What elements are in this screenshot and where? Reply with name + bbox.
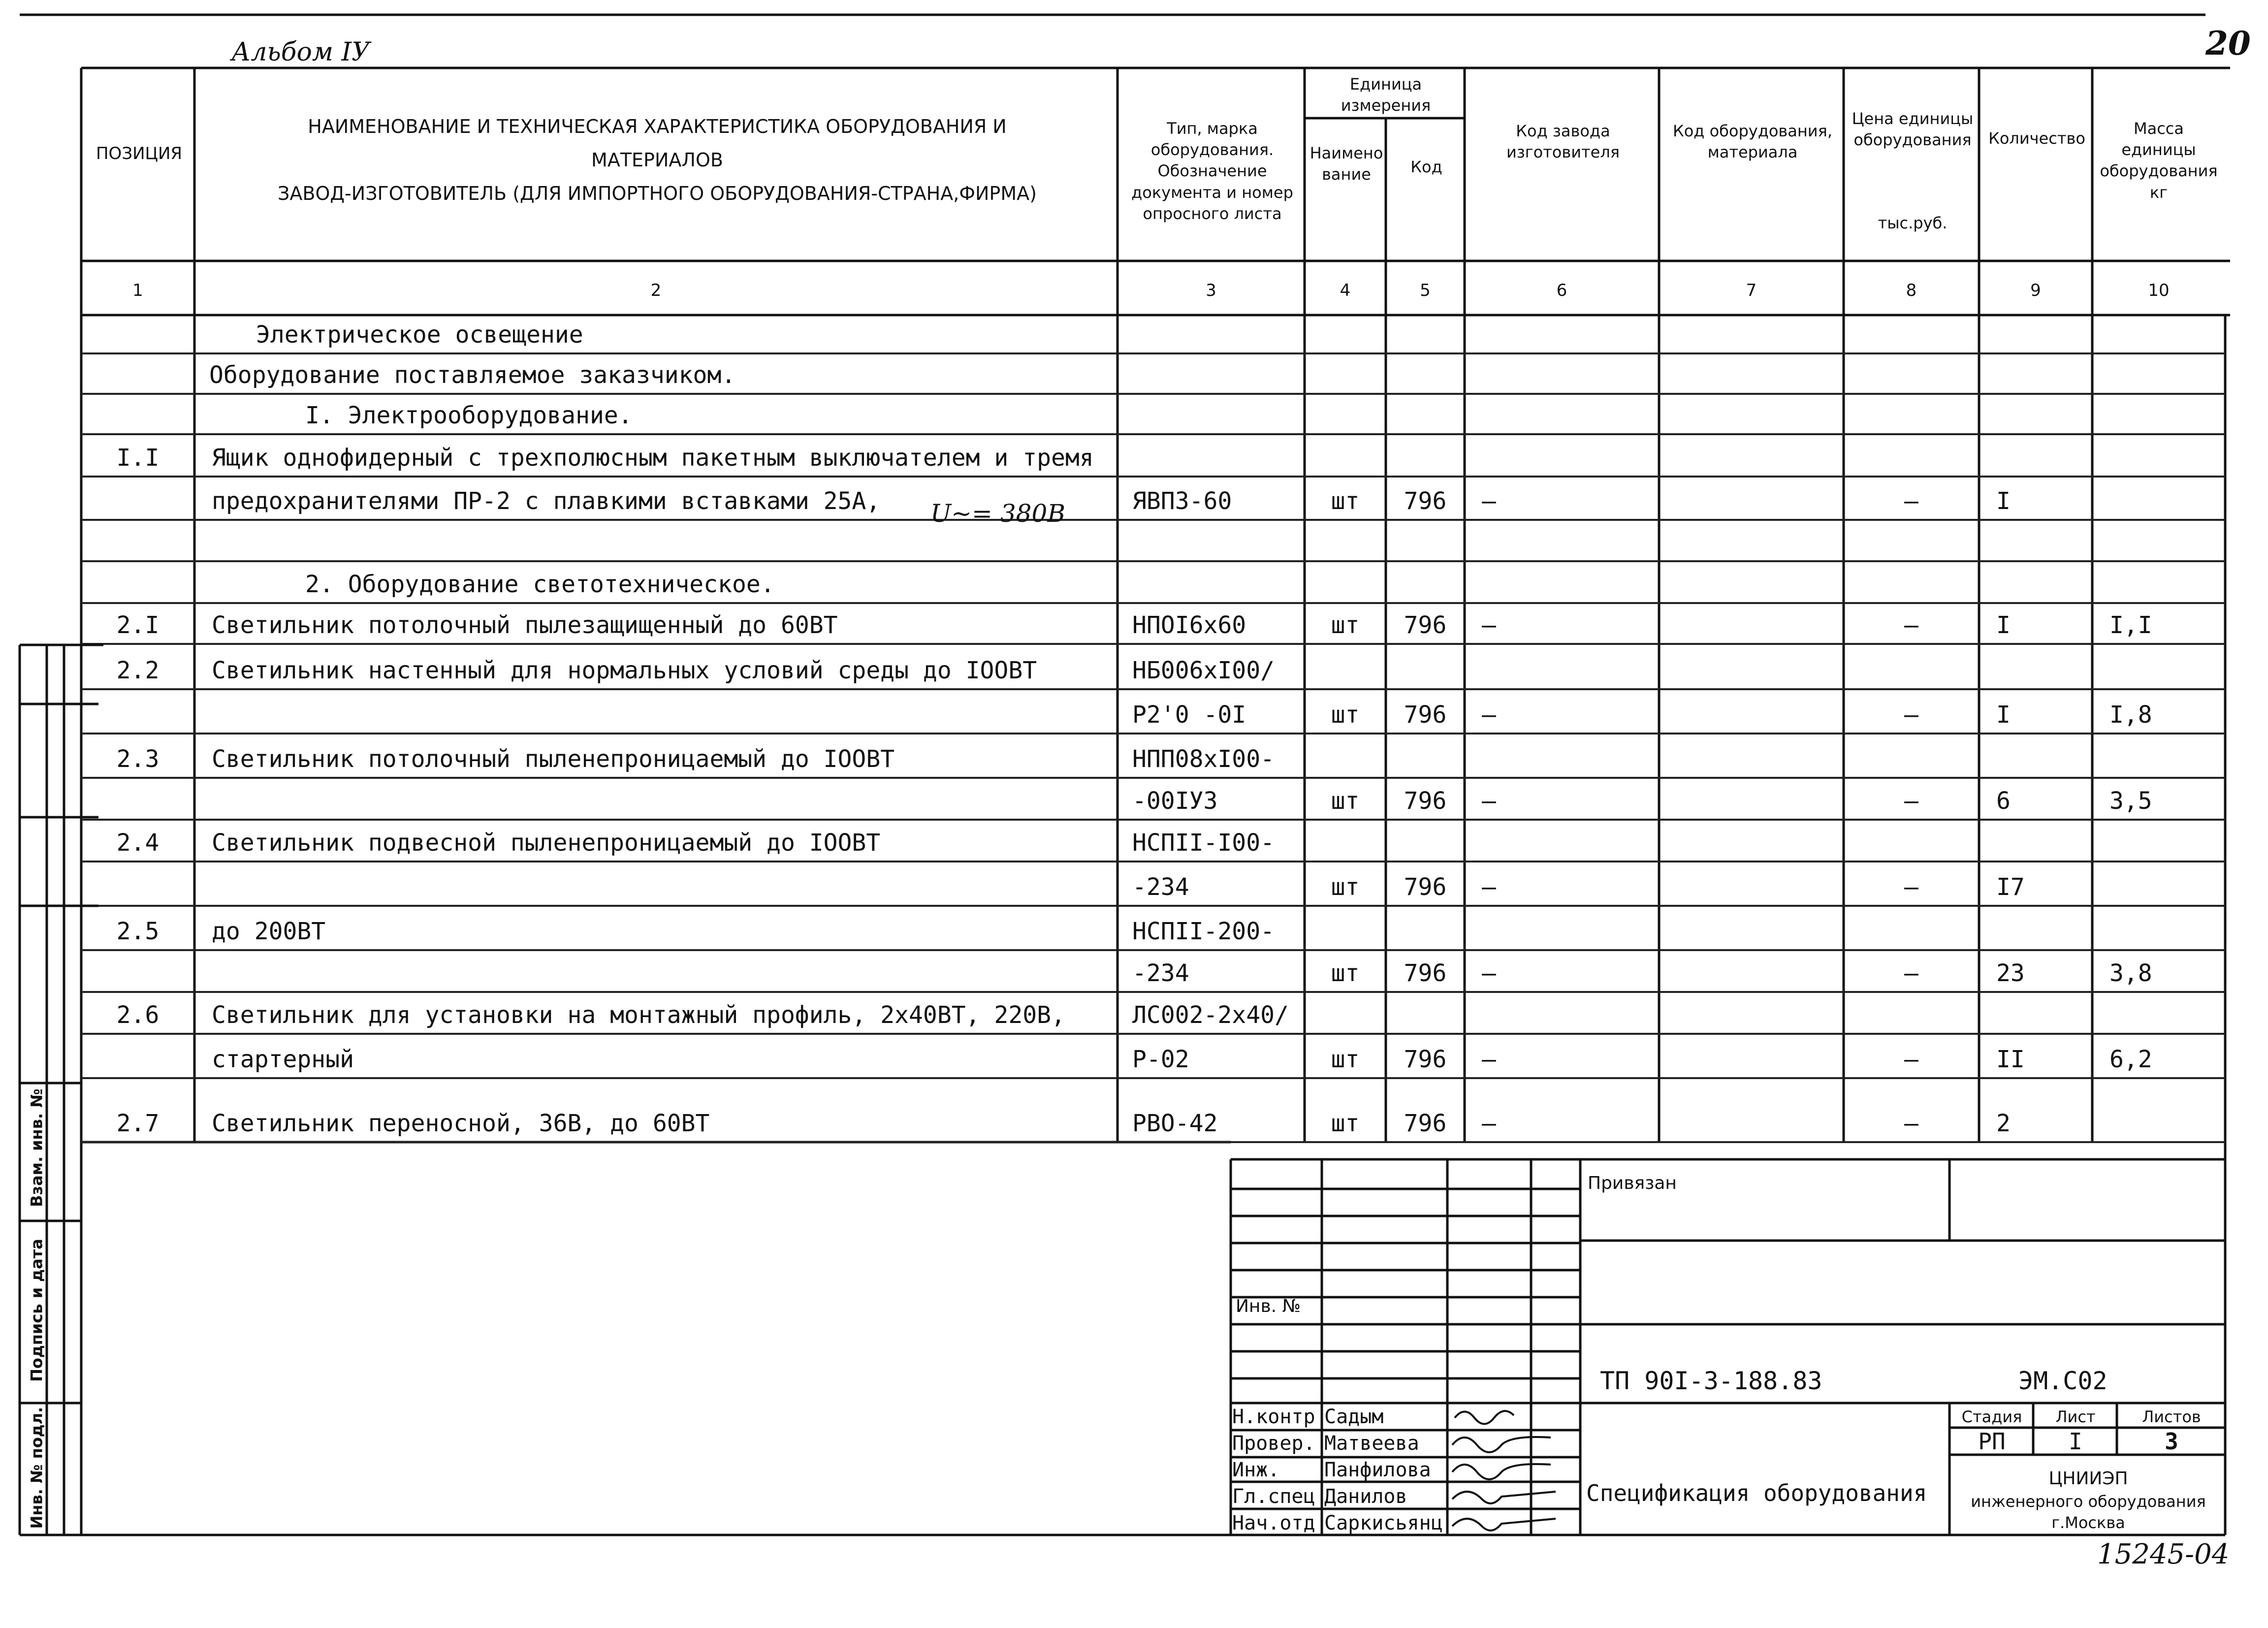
column-number-8: 8 [1906, 281, 1917, 300]
unit-cell: шт [1331, 787, 1360, 815]
organization-line-3: г.Москва [2051, 1513, 2125, 1532]
signer-name: Саркисьянц [1324, 1512, 1443, 1534]
position-cell: 2.2 [116, 657, 160, 684]
mass-cell: 3,5 [2109, 787, 2152, 815]
quantity-cell: 23 [1996, 959, 2025, 987]
sheets-value: 3 [2165, 1428, 2178, 1455]
unit-code-cell: 796 [1404, 959, 1447, 987]
signer-name: Садым [1324, 1405, 1384, 1428]
type-cell: ЯВПЗ-60 [1132, 487, 1232, 515]
unit-code-cell: 796 [1404, 1110, 1447, 1137]
column-number-6: 6 [1556, 281, 1567, 300]
unit-cell: шт [1331, 1046, 1360, 1073]
page-number: 20 [2205, 24, 2251, 63]
type-cell: P2'0 -0I [1132, 701, 1246, 729]
mass-cell: I,I [2109, 611, 2152, 639]
signer-role: Гл.спец [1232, 1485, 1315, 1508]
name-cell: Светильник настенный для нормальных условий среды до IOOВТ [212, 657, 1037, 684]
type-cell: НПОI6х60 [1132, 611, 1246, 639]
position-cell: 2.3 [116, 745, 160, 773]
price-cell: – [1904, 1110, 1918, 1137]
sheet-mark: ЭМ.С02 [2018, 1367, 2108, 1395]
name-cell: Светильник потолочный пылезащищенный до 60ВТ [212, 611, 838, 639]
name-cell: стартерный [212, 1046, 354, 1073]
signer-name: Матвеева [1324, 1432, 1419, 1455]
name-cell: Оборудование поставляемое заказчиком. [209, 361, 736, 389]
unit-code-cell: 796 [1404, 1046, 1447, 1073]
plant-code-cell: – [1482, 1046, 1496, 1073]
header-col-position: ПОЗИЦИЯ [96, 144, 182, 163]
signer-name: Данилов [1324, 1485, 1407, 1508]
signer-role: Нач.отд [1232, 1512, 1315, 1534]
price-cell: – [1904, 701, 1918, 729]
signer-role: Н.контр [1232, 1405, 1315, 1428]
header-col-equipment-code: Код оборудования, материала [1672, 122, 1833, 162]
header-unit-group: Единица измерения [1341, 75, 1431, 115]
sheet-value: I [2069, 1428, 2082, 1455]
position-cell: 2.I [116, 611, 160, 639]
unit-cell: шт [1331, 487, 1360, 515]
type-cell: -234 [1132, 873, 1189, 901]
column-number-7: 7 [1746, 281, 1757, 300]
header-col-plant-code: Код завода изготовителя [1506, 122, 1620, 162]
strip-inv-original-label: Инв. № подл. [27, 1406, 46, 1529]
unit-cell: шт [1331, 701, 1360, 729]
unit-code-cell: 796 [1404, 701, 1447, 729]
column-number-9: 9 [2030, 281, 2041, 300]
price-cell: – [1904, 787, 1918, 815]
plant-code-cell: – [1482, 873, 1496, 901]
header-col-price: Цена единицы оборудования [1852, 109, 1974, 150]
price-cell: – [1904, 1046, 1918, 1073]
inv-number-label: Инв. № [1236, 1296, 1301, 1316]
column-number-1: 1 [132, 281, 143, 300]
type-cell: РВО-42 [1132, 1110, 1218, 1137]
stage-value: РП [1978, 1428, 2006, 1455]
header-col-type: Тип, марка оборудования. Обозначение документа и номер опросного листа [1131, 119, 1293, 223]
type-cell: -234 [1132, 959, 1189, 987]
name-cell: Ящик однофидерный с трехполюсным пакетным выключателем и тремя [212, 444, 1094, 472]
header-col-unit-name: Наименование [1310, 144, 1383, 184]
header-col-name-line2: МАТЕРИАЛОВ [591, 149, 723, 171]
column-number-5: 5 [1420, 281, 1431, 300]
voltage-note: U~= 380В [930, 499, 1065, 528]
header-col-mass: Масса единицы оборудования кг [2100, 119, 2218, 202]
plant-code-cell: – [1482, 701, 1496, 729]
name-cell: Электрическое освещение [256, 321, 583, 349]
column-number-10: 10 [2148, 281, 2170, 300]
unit-cell: шт [1331, 959, 1360, 987]
signer-role: Инж. [1232, 1459, 1280, 1481]
price-cell: – [1904, 873, 1918, 901]
unit-code-cell: 796 [1404, 787, 1447, 815]
mass-cell: 3,8 [2109, 959, 2152, 987]
type-cell: ЛС002-2х40/ [1132, 1001, 1289, 1029]
quantity-cell: I7 [1996, 873, 2025, 901]
mass-cell: I,8 [2109, 701, 2152, 729]
album-label: Альбом IУ [231, 37, 370, 67]
privyazan-label: Привязан [1588, 1173, 1677, 1193]
document-code: ТП 90I-3-188.83 [1600, 1367, 1822, 1395]
type-cell: НСПII-I00- [1132, 829, 1275, 857]
name-cell: Светильник подвесной пыленепроницаемый до IOOВТ [212, 829, 881, 857]
price-cell: – [1904, 487, 1918, 515]
quantity-cell: I [1996, 611, 2011, 639]
quantity-cell: I [1996, 487, 2011, 515]
unit-cell: шт [1331, 1110, 1360, 1137]
strip-vzam-label: Взам. инв. № [27, 1088, 46, 1207]
strip-signature-label: Подпись и дата [27, 1239, 46, 1382]
header-col-name-line3: ЗАВОД-ИЗГОТОВИТЕЛЬ (ДЛЯ ИМПОРТНОГО ОБОРУДОВАНИЯ-СТРАНА,ФИРМА) [278, 183, 1037, 204]
position-cell: 2.4 [116, 829, 160, 857]
organization-name [1950, 1467, 2226, 1533]
price-cell: – [1904, 959, 1918, 987]
quantity-cell: 6 [1996, 787, 2011, 815]
organization-line-2: инженерного оборудования [1971, 1492, 2206, 1511]
unit-code-cell: 796 [1404, 487, 1447, 515]
organization-line-1: ЦНИИЭП [2048, 1468, 2128, 1489]
plant-code-cell: – [1482, 1110, 1496, 1137]
plant-code-cell: – [1482, 787, 1496, 815]
document-title: Спецификация оборудования [1586, 1480, 1927, 1506]
name-cell: предохранителями ПР-2 с плавкими вставками 25А, [212, 487, 881, 515]
column-number-3: 3 [1206, 281, 1216, 300]
type-cell: НПП08хI00- [1132, 745, 1275, 773]
type-cell: НБ006хI00/ [1132, 657, 1275, 684]
mass-cell: 6,2 [2109, 1046, 2152, 1073]
price-cell: – [1904, 611, 1918, 639]
position-cell: 2.6 [116, 1001, 160, 1029]
signer-name: Панфилова [1324, 1459, 1431, 1481]
name-cell: 2. Оборудование светотехническое. [305, 571, 775, 598]
archive-number: 15245-04 [2097, 1538, 2230, 1570]
position-cell: 2.7 [116, 1110, 160, 1137]
name-cell: I. Электрооборудование. [305, 402, 633, 429]
name-cell: Светильник потолочный пыленепроницаемый до IOOВТ [212, 745, 895, 773]
sheets-label: Листов [2142, 1407, 2201, 1426]
unit-code-cell: 796 [1404, 611, 1447, 639]
header-col-quantity: Количество [1988, 129, 2085, 148]
name-cell: Светильник для установки на монтажный профиль, 2х40ВТ, 220В, [212, 1001, 1065, 1029]
quantity-cell: I [1996, 701, 2011, 729]
unit-cell: шт [1331, 873, 1360, 901]
name-cell: Светильник переносной, 36В, до 60ВТ [212, 1110, 710, 1137]
position-cell: 2.5 [116, 918, 160, 945]
type-cell: НСПII-200- [1132, 918, 1275, 945]
plant-code-cell: – [1482, 611, 1496, 639]
plant-code-cell: – [1482, 959, 1496, 987]
sheet-label: Лист [2055, 1407, 2096, 1426]
header-col-unit-code: Код [1410, 158, 1442, 176]
type-cell: -00IУ3 [1132, 787, 1218, 815]
position-cell: I.I [116, 444, 160, 472]
quantity-cell: 2 [1996, 1110, 2011, 1137]
name-cell: до 200ВТ [212, 918, 326, 945]
unit-cell: шт [1331, 611, 1360, 639]
quantity-cell: II [1996, 1046, 2025, 1073]
header-col-price-unit: тыс.руб. [1878, 214, 1948, 232]
plant-code-cell: – [1482, 487, 1496, 515]
unit-code-cell: 796 [1404, 873, 1447, 901]
type-cell: Р-02 [1132, 1046, 1189, 1073]
signer-role: Провер. [1232, 1432, 1315, 1455]
column-number-4: 4 [1340, 281, 1351, 300]
column-number-2: 2 [650, 281, 662, 300]
stage-label: Стадия [1961, 1407, 2022, 1426]
header-col-name-line1: НАИМЕНОВАНИЕ И ТЕХНИЧЕСКАЯ ХАРАКТЕРИСТИКА ОБОРУДОВАНИЯ И [308, 116, 1007, 137]
